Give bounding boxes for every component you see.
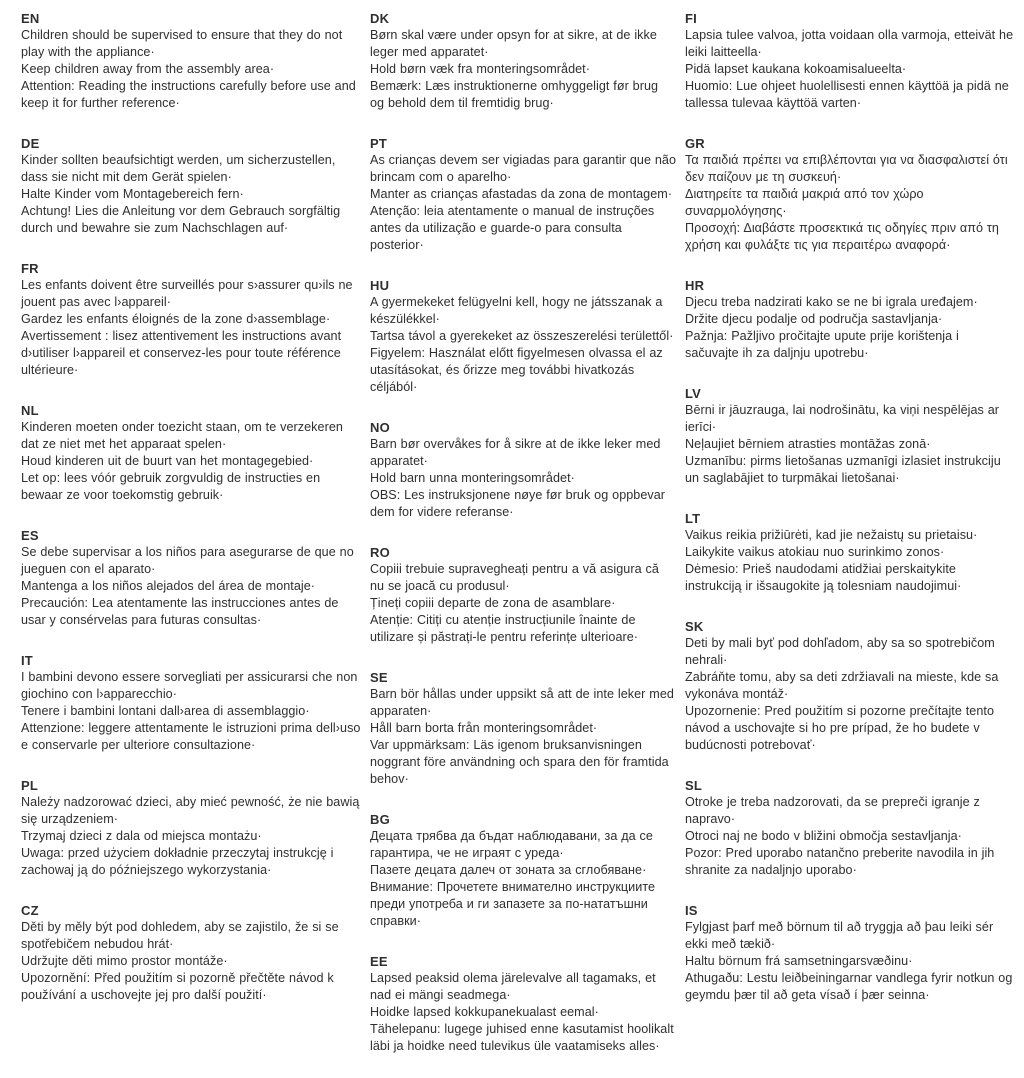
instruction-sentence: Hold barn unna monteringsområdet· bbox=[370, 471, 575, 485]
instruction-sentence: Copiii trebuie supravegheați pentru a vă asigura că nu se joacă cu produsul· bbox=[370, 562, 659, 593]
instruction-sentence: Håll barn borta från monteringsområdet· bbox=[370, 721, 598, 735]
instruction-sentence: Attention: Reading the instructions carefully before use and keep it for further reference· bbox=[21, 79, 356, 110]
language-section-hu bbox=[370, 277, 676, 396]
instruction-sentence: Należy nadzorować dzieci, aby mieć pewność, że nie bawią się urządzeniem· bbox=[21, 795, 360, 826]
instruction-sentence: Atenção: leia atentamente o manual de instruções antes da utilização e guarde-o para consulta posterior· bbox=[370, 204, 655, 252]
language-section-es bbox=[21, 527, 361, 629]
instruction-sentence: Gardez les enfants éloignés de la zone d›assemblage· bbox=[21, 312, 331, 326]
instruction-sentence: Tartsa távol a gyerekeket az összeszerelési területtől· bbox=[370, 329, 674, 343]
language-code-heading: IS bbox=[685, 903, 698, 918]
instruction-sentence: Dėmesio: Prieš naudodami atidžiai perskaitykite instrukciją ir išsaugokite ją tolesniam naudojimui· bbox=[685, 562, 962, 593]
language-code-heading: PL bbox=[21, 778, 39, 793]
instruction-sentence: Uzmanību: pirms lietošanas uzmanīgi izlasiet instrukciju un saglabājiet to turpmākai lietošanai· bbox=[685, 454, 1001, 485]
instruction-sentence: Attenzione: leggere attentamente le istruzioni prima dell›uso e conservarle per ulteriore consultazione· bbox=[21, 721, 361, 752]
instruction-sentence: Athugaðu: Lestu leiðbeiningarnar vandlega fyrir notkun og geymdu þær til að geta vísað í þær seinna· bbox=[685, 971, 1013, 1002]
instruction-sentence: Fylgjast þarf með börnum til að tryggja að þau leiki sér ekki með tækið· bbox=[685, 920, 994, 951]
column-3 bbox=[685, 10, 1015, 1078]
language-section-cz bbox=[21, 902, 361, 1004]
language-code-heading: GR bbox=[685, 136, 705, 151]
instruction-sentence: Se debe supervisar a los niños para asegurarse de que no jueguen con el aparato· bbox=[21, 545, 354, 576]
instruction-sentence: Let op: lees vóór gebruik zorgvuldig de instructies en bewaar ze voor toekomstig gebruik· bbox=[21, 471, 321, 502]
language-section-lv bbox=[685, 385, 1015, 487]
language-code-heading: DE bbox=[21, 136, 40, 151]
language-section-is bbox=[685, 902, 1015, 1004]
instruction-sentence: Avertissement : lisez attentivement les instructions avant d›utiliser l›appareil et conservez-les pour toute référence ultérieure· bbox=[21, 329, 342, 377]
language-code-heading: FI bbox=[685, 11, 697, 26]
language-code-heading: EN bbox=[21, 11, 40, 26]
instruction-sentence: A gyermekeket felügyelni kell, hogy ne játsszanak a készülékkel· bbox=[370, 295, 663, 326]
language-code-heading: SL bbox=[685, 778, 703, 793]
instruction-sentence: Upozornění: Před použitím si pozorně přečtěte návod k používání a uschovejte jej pro další použití· bbox=[21, 971, 334, 1002]
instruction-sentence: Bērni ir jāuzrauga, lai nodrošinātu, ka viņi nespēlējas ar ierīci· bbox=[685, 403, 1000, 434]
instruction-sentence: Figyelem: Használat előtt figyelmesen olvassa el az utasításokat, és őrizze meg további hivatkozás céljából· bbox=[370, 346, 663, 394]
instruction-sentence: Προσοχή: Διαβάστε προσεκτικά τις οδηγίες πριν από τη χρήση και φυλάξτε τις για περαιτέρω αναφορά· bbox=[685, 221, 999, 252]
instruction-sentence: Les enfants doivent être surveillés pour s›assurer qu›ils ne jouent pas avec l›appareil· bbox=[21, 278, 353, 309]
column-2 bbox=[370, 10, 676, 1078]
language-code-heading: FR bbox=[21, 261, 39, 276]
instruction-sentence: Otroke je treba nadzorovati, da se prepreči igranje z napravo· bbox=[685, 795, 980, 826]
instruction-sentence: Τα παιδιά πρέπει να επιβλέπονται για να διασφαλιστεί ότι δεν παίζουν με τη συσκευή· bbox=[685, 153, 1008, 184]
language-code-heading: EE bbox=[370, 954, 388, 969]
instruction-sentence: Децата трябва да бъдат наблюдавани, за да се гарантира, че не играят с уреда· bbox=[370, 829, 653, 860]
instruction-sentence: Keep children away from the assembly area· bbox=[21, 62, 275, 76]
language-code-heading: BG bbox=[370, 812, 390, 827]
instruction-sentence: Držite djecu podalje od područja sastavljanja· bbox=[685, 312, 943, 326]
instruction-sentence: Halte Kinder vom Montagebereich fern· bbox=[21, 187, 244, 201]
instruction-sentence: Barn bør overvåkes for å sikre at de ikke leker med apparatet· bbox=[370, 437, 661, 468]
language-section-sl bbox=[685, 777, 1015, 879]
instruction-sentence: I bambini devono essere sorvegliati per assicurarsi che non giochino con l›apparecchio· bbox=[21, 670, 358, 701]
instruction-sentence: Hold børn væk fra monteringsområdet· bbox=[370, 62, 590, 76]
instruction-sentence: Upozornenie: Pred použitím si pozorne prečítajte tento návod a uschovajte si ho pre prípad, že ho budete v budúcnosti potrebovať· bbox=[685, 704, 995, 752]
language-section-nl bbox=[21, 402, 361, 504]
language-code-heading: HU bbox=[370, 278, 390, 293]
instruction-sentence: Lapsed peaksid olema järelevalve all tagamaks, et nad ei mängi seadmega· bbox=[370, 971, 656, 1002]
instruction-sentence: Pidä lapset kaukana kokoamisalueelta· bbox=[685, 62, 907, 76]
instruction-sentence: Children should be supervised to ensure that they do not play with the appliance· bbox=[21, 28, 343, 59]
instruction-sentence: Neļaujiet bērniem atrasties montāžas zonā· bbox=[685, 437, 931, 451]
language-code-heading: DK bbox=[370, 11, 390, 26]
instruction-sentence: Djecu treba nadzirati kako se ne bi igrala uređajem· bbox=[685, 295, 978, 309]
instruction-sentence: Lapsia tulee valvoa, jotta voidaan olla varmoja, etteivät he leiki laitteella· bbox=[685, 28, 1014, 59]
instruction-sentence: Uwaga: przed użyciem dokładnie przeczytaj instrukcję i zachowaj ją do późniejszego wykorzystania· bbox=[21, 846, 334, 877]
instruction-sentence: Zabráňte tomu, aby sa deti zdržiavali na mieste, kde sa vykonáva montáž· bbox=[685, 670, 999, 701]
instruction-sentence: Houd kinderen uit de buurt van het montagegebied· bbox=[21, 454, 314, 468]
instruction-sentence: Διατηρείτε τα παιδιά μακριά από τον χώρο συναρμολόγησης· bbox=[685, 187, 924, 218]
instruction-sentence: Precaución: Lea atentamente las instrucciones antes de usar y consérvelas para futuras consultas· bbox=[21, 596, 339, 627]
language-section-pl bbox=[21, 777, 361, 879]
instruction-sentence: Țineți copiii departe de zona de asamblare· bbox=[370, 596, 616, 610]
language-section-pt bbox=[370, 135, 676, 254]
instruction-sentence: As crianças devem ser vigiadas para garantir que não brincam com o aparelho· bbox=[370, 153, 677, 184]
language-section-gr bbox=[685, 135, 1015, 254]
instruction-sentence: Var uppmärksam: Läs igenom bruksanvisningen noggrant före användning och spara den för framtida behov· bbox=[370, 738, 669, 786]
language-section-dk bbox=[370, 10, 676, 112]
instruction-sentence: Внимание: Прочетете внимателно инструкциите преди употреба и ги запазете за по-нататъшни справки· bbox=[370, 880, 656, 928]
instruction-sentence: Barn bör hållas under uppsikt så att de inte leker med apparaten· bbox=[370, 687, 674, 718]
language-section-lt bbox=[685, 510, 1015, 595]
language-code-heading: LT bbox=[685, 511, 701, 526]
language-code-heading: RO bbox=[370, 545, 390, 560]
language-code-heading: NL bbox=[21, 403, 39, 418]
language-code-heading: IT bbox=[21, 653, 33, 668]
instruction-sentence: Kinder sollten beaufsichtigt werden, um sicherzustellen, dass sie nicht mit dem Gerät spielen· bbox=[21, 153, 336, 184]
language-section-fi bbox=[685, 10, 1015, 112]
language-code-heading: ES bbox=[21, 528, 39, 543]
language-section-sk bbox=[685, 618, 1015, 754]
language-code-heading: LV bbox=[685, 386, 702, 401]
language-code-heading: NO bbox=[370, 420, 390, 435]
language-section-it bbox=[21, 652, 361, 754]
instruction-sentence: Haltu börnum frá samsetningarsvæðinu· bbox=[685, 954, 913, 968]
language-code-heading: PT bbox=[370, 136, 388, 151]
language-code-heading: CZ bbox=[21, 903, 39, 918]
instruction-sentence: Atenție: Citiți cu atenție instrucțiunile înainte de utilizare și păstrați-le pentru referințe ulterioare· bbox=[370, 613, 639, 644]
language-section-de bbox=[21, 135, 361, 237]
language-code-heading: SE bbox=[370, 670, 388, 685]
language-section-bg bbox=[370, 811, 676, 930]
instruction-sentence: Tähelepanu: lugege juhised enne kasutamist hoolikalt läbi ja hoidke need tulevikus üle vaatamiseks alles· bbox=[370, 1022, 674, 1053]
instruction-sentence: Achtung! Lies die Anleitung vor dem Gebrauch sorgfältig durch und bewahre sie zum Nachschlagen auf· bbox=[21, 204, 341, 235]
instruction-sentence: Děti by měly být pod dohledem, aby se zajistilo, že si se spotřebičem nebudou hrát· bbox=[21, 920, 339, 951]
instruction-sentence: Tenere i bambini lontani dall›area di assemblaggio· bbox=[21, 704, 310, 718]
language-section-ee bbox=[370, 953, 676, 1055]
instruction-sentence: Trzymaj dzieci z dala od miejsca montażu· bbox=[21, 829, 262, 843]
language-section-se bbox=[370, 669, 676, 788]
instruction-sentence: Laikykite vaikus atokiau nuo surinkimo zonos· bbox=[685, 545, 945, 559]
instruction-sentence: OBS: Les instruksjonene nøye før bruk og oppbevar dem for videre referanse· bbox=[370, 488, 666, 519]
instruction-sentence: Deti by mali byť pod dohľadom, aby sa so spotrebičom nehrali· bbox=[685, 636, 995, 667]
language-code-heading: HR bbox=[685, 278, 705, 293]
instruction-sentence: Børn skal være under opsyn for at sikre, at de ikke leger med apparatet· bbox=[370, 28, 657, 59]
language-section-en bbox=[21, 10, 361, 112]
instruction-sentence: Kinderen moeten onder toezicht staan, om te verzekeren dat ze niet met het apparaat spelen· bbox=[21, 420, 343, 451]
language-code-heading: SK bbox=[685, 619, 704, 634]
instruction-sentence: Otroci naj ne bodo v bližini območja sestavljanja· bbox=[685, 829, 962, 843]
instruction-sentence: Bemærk: Læs instruktionerne omhyggeligt før brug og behold dem til fremtidig brug· bbox=[370, 79, 659, 110]
language-section-hr bbox=[685, 277, 1015, 362]
language-section-fr bbox=[21, 260, 361, 379]
instruction-sentence: Vaikus reikia prižiūrėti, kad jie nežaistų su prietaisu· bbox=[685, 528, 978, 542]
instruction-sentence: Hoidke lapsed kokkupanekualast eemal· bbox=[370, 1005, 599, 1019]
language-section-ro bbox=[370, 544, 676, 646]
column-1 bbox=[21, 10, 361, 1078]
instruction-sentence: Huomio: Lue ohjeet huolellisesti ennen käyttöä ja pidä ne tallessa tulevaa käyttöä varten· bbox=[685, 79, 1009, 110]
instruction-sentence: Пазете децата далеч от зоната за сглобяване· bbox=[370, 863, 647, 877]
instruction-sentence: Mantenga a los niños alejados del área de montaje· bbox=[21, 579, 316, 593]
instruction-sentence: Pozor: Pred uporabo natančno preberite navodila in jih shranite za nadaljnjo uporabo· bbox=[685, 846, 995, 877]
language-section-no bbox=[370, 419, 676, 521]
instruction-sentence: Pažnja: Pažljivo pročitajte upute prije korištenja i sačuvajte ih za daljnju upotrebu· bbox=[685, 329, 959, 360]
instruction-sentence: Udržujte děti mimo prostor montáže· bbox=[21, 954, 228, 968]
instruction-sentence: Manter as crianças afastadas da zona de montagem· bbox=[370, 187, 673, 201]
